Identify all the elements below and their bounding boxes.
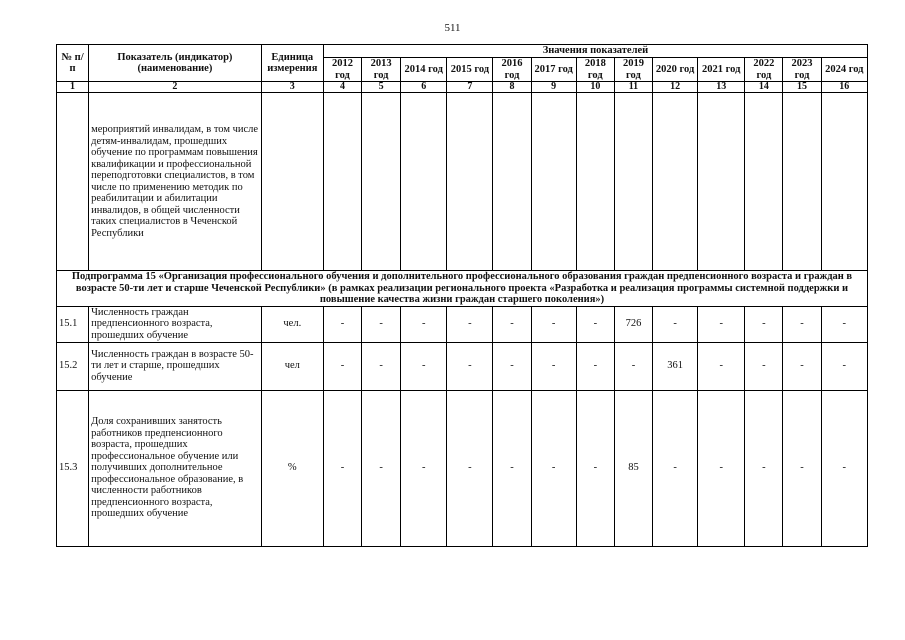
value-cell: -	[745, 390, 783, 546]
value-cell: -	[576, 306, 614, 342]
value-cell: -	[323, 306, 361, 342]
row-num: 15.3	[57, 390, 89, 546]
year-header: 2015 год	[447, 58, 493, 82]
value-cell: -	[821, 342, 867, 390]
empty-cell	[323, 93, 361, 271]
year-header: 2018 год	[576, 58, 614, 82]
empty-cell	[493, 93, 531, 271]
column-number: 10	[576, 82, 614, 93]
empty-cell	[783, 93, 821, 271]
table-row	[57, 390, 868, 546]
header-num: № п/п	[57, 45, 89, 82]
table-row	[57, 306, 868, 342]
value-cell: -	[362, 306, 401, 342]
column-number: 12	[653, 82, 698, 93]
empty-cell	[531, 93, 576, 271]
value-cell: -	[493, 306, 531, 342]
value-cell: -	[531, 306, 576, 342]
column-number: 1	[57, 82, 89, 93]
table-row	[57, 342, 868, 390]
empty-cell	[401, 93, 447, 271]
header-unit: Единица измерения	[261, 45, 323, 82]
value-cell: -	[783, 306, 821, 342]
header-row	[57, 45, 868, 58]
value-cell: 361	[653, 342, 698, 390]
row-indicator: Доля сохранивших занятость работников предпенсионного возраста, прошедших профессиональное обучение или получивших дополнительное профессиональное образование, в численности работников предпенсионного возраста, прошедших обучение	[89, 390, 262, 546]
year-header: 2014 год	[401, 58, 447, 82]
value-cell: -	[698, 342, 745, 390]
year-header: 2012 год	[323, 58, 361, 82]
column-number: 3	[261, 82, 323, 93]
column-number: 7	[447, 82, 493, 93]
value-cell: -	[401, 306, 447, 342]
column-number: 6	[401, 82, 447, 93]
empty-cell	[821, 93, 867, 271]
value-cell: -	[362, 342, 401, 390]
column-number: 16	[821, 82, 867, 93]
row-unit: %	[261, 390, 323, 546]
subprogram-title: Подпрограмма 15 «Организация профессионального обучения и дополнительного профессионального образования граждан предпенсионного возраста и граждан в возрасте 50-ти лет и старше Чеченской Республики» (в рамках реализации регионального проекта «Разработка и реализация программы системной поддержки и повышение качества жизни граждан старшего поколения»)	[57, 271, 868, 307]
value-cell: -	[362, 390, 401, 546]
value-cell: -	[653, 390, 698, 546]
column-number: 4	[323, 82, 361, 93]
header-indicator: Показатель (индикатор) (наименование)	[89, 45, 262, 82]
page-number: 511	[444, 22, 461, 34]
value-cell: -	[401, 390, 447, 546]
value-cell: -	[783, 342, 821, 390]
row-indicator: Численность граждан в возрасте 50-ти лет и старше, прошедших обучение	[89, 342, 262, 390]
year-header: 2013 год	[362, 58, 401, 82]
value-cell: -	[698, 306, 745, 342]
value-cell: -	[493, 390, 531, 546]
value-cell: -	[745, 306, 783, 342]
empty-cell	[614, 93, 652, 271]
continuation-indicator: мероприятий инвалидам, в том числе детям-инвалидам, прошедших обучение по программам повышения квалификации и профессиональной переподготовки специалистов, в том числе по применению методик по реабилитации и абилитации инвалидов, в общей численности таких специалистов в Чеченской Республики	[89, 93, 262, 271]
value-cell: -	[447, 390, 493, 546]
row-num: 15.1	[57, 306, 89, 342]
value-cell: 726	[614, 306, 652, 342]
value-cell: -	[821, 390, 867, 546]
column-number: 9	[531, 82, 576, 93]
value-cell: -	[531, 342, 576, 390]
value-cell: -	[447, 342, 493, 390]
year-header: 2022 год	[745, 58, 783, 82]
column-number: 2	[89, 82, 262, 93]
empty-cell	[576, 93, 614, 271]
column-number: 13	[698, 82, 745, 93]
subprogram-row	[57, 271, 868, 307]
value-cell: -	[576, 342, 614, 390]
row-unit: чел	[261, 342, 323, 390]
column-numbers-row	[57, 82, 868, 93]
row-indicator: Численность граждан предпенсионного возраста, прошедших обучение	[89, 306, 262, 342]
value-cell: -	[783, 390, 821, 546]
year-header: 2019 год	[614, 58, 652, 82]
value-cell: -	[401, 342, 447, 390]
continuation-row	[57, 93, 868, 271]
value-cell: -	[576, 390, 614, 546]
value-cell: -	[531, 390, 576, 546]
column-number: 11	[614, 82, 652, 93]
value-cell: -	[698, 390, 745, 546]
value-cell: -	[614, 342, 652, 390]
year-header: 2021 год	[698, 58, 745, 82]
continuation-num-cell	[57, 93, 89, 271]
year-header: 2017 год	[531, 58, 576, 82]
empty-cell	[261, 93, 323, 271]
empty-cell	[362, 93, 401, 271]
value-cell: -	[493, 342, 531, 390]
year-header: 2020 год	[653, 58, 698, 82]
value-cell: 85	[614, 390, 652, 546]
column-number: 5	[362, 82, 401, 93]
row-num: 15.2	[57, 342, 89, 390]
header-values-title: Значения показателей	[323, 45, 867, 58]
value-cell: -	[821, 306, 867, 342]
column-number: 8	[493, 82, 531, 93]
value-cell: -	[323, 342, 361, 390]
year-header: 2024 год	[821, 58, 867, 82]
row-unit: чел.	[261, 306, 323, 342]
column-number: 14	[745, 82, 783, 93]
value-cell: -	[653, 306, 698, 342]
indicators-table	[56, 44, 868, 547]
empty-cell	[698, 93, 745, 271]
empty-cell	[745, 93, 783, 271]
value-cell: -	[745, 342, 783, 390]
empty-cell	[447, 93, 493, 271]
value-cell: -	[323, 390, 361, 546]
year-header: 2023 год	[783, 58, 821, 82]
value-cell: -	[447, 306, 493, 342]
year-header: 2016 год	[493, 58, 531, 82]
column-number: 15	[783, 82, 821, 93]
empty-cell	[653, 93, 698, 271]
